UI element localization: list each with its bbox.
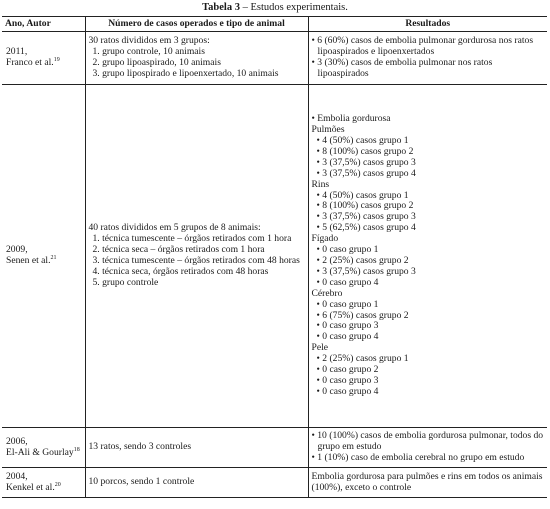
organ-group-pele [312,343,545,398]
results-title: • Embolia gordurosa [311,113,391,125]
organ-label: Rins [311,178,330,190]
author: Franco et al.$^{19}$ [6,56,60,68]
results-text: Embolia gordurosa para pulmões e rins em todos os animais (100%), exceto o controle [311,470,543,493]
list-item: • 6 (75%) casos grupo 2 [316,309,409,321]
organ-group-rins [312,180,545,235]
results-cell [308,85,547,428]
table-header-row [2,17,547,32]
year-author-cell [2,85,85,428]
list-item: • 3 (37,5%) casos grupo 3 [316,211,416,223]
list-item: • 3 (37,5%) casos grupo 3 [316,265,416,277]
year: 2004, [6,470,28,482]
table-caption [0,2,550,14]
list-item: • 8 (100%) casos grupo 2 [316,200,414,212]
results-cell [308,428,547,468]
cases-intro: 40 ratos divididos em 5 grupos de 8 animais: [88,222,261,234]
list-item: • 0 caso grupo 4 [316,331,379,343]
results-list [312,431,545,464]
year-author-cell [2,32,85,85]
author: El-Ali & Gourlay$^{18}$ [6,446,80,458]
list-item: 2. grupo lipoaspirado, 10 animais [92,57,221,68]
table-caption-title: – Estudos experimentais. [239,2,348,13]
list-item: • 0 caso grupo 1 [316,244,379,256]
cases-cell [85,85,308,428]
list-item: 1. grupo controle, 10 animais [92,46,205,58]
list-item: • 1 (10%) caso de embolia cerebral no grupo em estudo [311,451,525,463]
cases-cell [85,468,308,498]
list-item: • 5 (62,5%) casos grupo 4 [316,222,416,234]
author: Senen et al.$^{21}$ [6,254,57,266]
list-item: 2. técnica seca – órgãos retirados com 1 hora [92,244,265,256]
cases-cell [85,428,308,468]
list-item: 4. técnica seca, órgãos retirados com 48 horas [92,265,269,277]
list-item: • 0 caso grupo 3 [316,320,379,332]
organ-group-figado [312,234,545,289]
list-item: • 4 (50%) casos grupo 1 [316,189,409,201]
organ-label: Pele [311,342,329,354]
list-item: • 10 (100%) casos de embolia gordurosa pulmonar, todos do grupo em estudo [311,430,544,453]
year: 2006, [6,435,28,447]
list-item: • 0 caso grupo 1 [316,298,379,310]
header-cases: Número de casos operados e tipo de animal [85,17,308,32]
list-item: • 0 caso grupo 3 [316,374,379,386]
list-item: • 6 (60%) casos de embolia pulmonar gordurosa nos ratos lipoaspirados e lipoenxertados [311,35,534,58]
cases-intro: 30 ratos divididos em 3 grupos: [88,35,210,47]
studies-table [2,16,547,498]
list-item: 3. técnica tumescente – órgãos retirados com 48 horas [92,255,300,266]
year-author-cell [2,468,85,498]
year-author-cell [2,428,85,468]
list-item: • 0 caso grupo 2 [316,364,379,376]
list-item: 3. grupo lipospirado e lipoenxertado, 10 animais [92,67,279,79]
list-item: • 4 (50%) casos grupo 1 [316,135,409,147]
list-item: • 8 (100%) casos grupo 2 [316,145,414,157]
cases-cell [85,32,308,85]
cases-list [89,47,305,80]
organ-label: Fígado [311,233,339,245]
organ-group-pulmoes [312,125,545,180]
header-results: Resultados [308,17,547,32]
cases-list [89,234,305,289]
list-item: • 3 (37,5%) casos grupo 3 [316,156,416,168]
year: 2011, [6,46,28,58]
cases-intro: 13 ratos, sendo 3 controles [88,441,192,453]
organ-label: Pulmões [311,124,345,136]
organ-group-cerebro [312,289,545,344]
results-cell [308,32,547,85]
list-item: • 2 (25%) casos grupo 2 [316,255,409,266]
list-item: • 0 caso grupo 4 [316,276,379,288]
table-row [2,428,547,468]
cases-intro: 10 porcos, sendo 1 controle [88,476,195,488]
list-item: • 3 (37,5%) casos grupo 4 [316,167,416,179]
author: Kenkel et al.$^{20}$ [6,481,61,493]
table-caption-label: Tabela 3 [202,2,240,13]
results-cell [308,468,547,498]
year: 2009, [6,244,28,256]
list-item: • 2 (25%) casos grupo 1 [316,353,409,365]
list-item: • 3 (30%) casos de embolia pulmonar nos ratos lipoaspirados [311,57,493,79]
list-item: 1. técnica tumescente – órgãos retirados com 1 hora [92,233,292,245]
list-item: 5. grupo controle [92,276,159,288]
organ-label: Cérebro [311,287,343,299]
header-year-author: Ano, Autor [2,17,85,32]
results-list [312,36,545,80]
table-row [2,32,547,85]
table-row [2,468,547,498]
list-item: • 0 caso grupo 4 [316,385,379,397]
table-row [2,85,547,428]
